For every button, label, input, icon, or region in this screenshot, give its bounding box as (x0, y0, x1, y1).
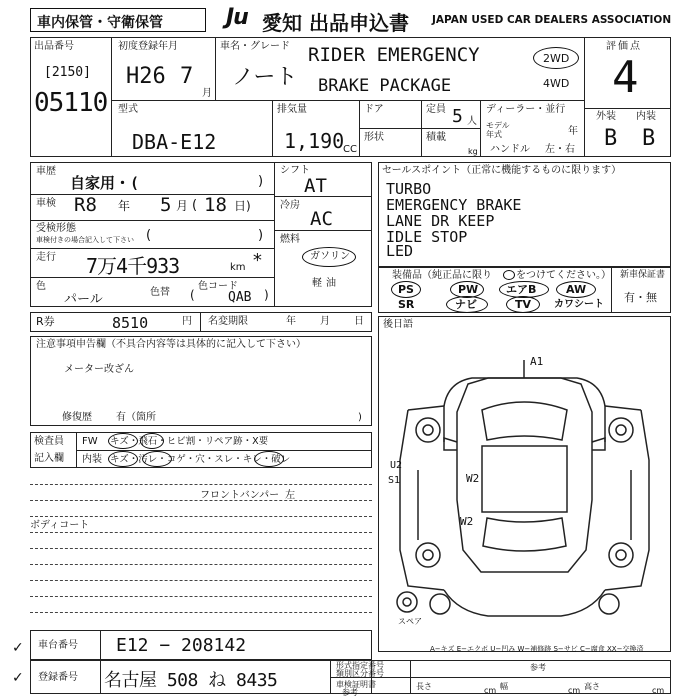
dim-ref: 参考 (530, 663, 546, 672)
drive-2wd: 2WD (543, 52, 570, 65)
diagram-mark-w2a: W2 (466, 472, 480, 485)
name-change-month: 月 (320, 316, 330, 327)
displacement-unit: CC (343, 144, 357, 155)
fuel-diesel: 軽油 (312, 278, 340, 289)
car-grade-line2: BRAKE PACKAGE (318, 76, 452, 96)
model-year-unit: 年 (568, 126, 578, 137)
aircon-value: AC (310, 208, 333, 230)
ju-logo: Ju (226, 5, 248, 30)
recycle-unit: 円 (182, 316, 192, 327)
lot-number: 05110 (34, 88, 108, 118)
diagram-mark-w2b: W2 (460, 515, 474, 528)
inspector-row2-head: 内装 (82, 454, 102, 465)
inspection-year-unit: 年 (118, 199, 131, 213)
inspector-row1-head: FW (82, 436, 98, 447)
load-label: 積載 (426, 132, 446, 143)
fuel-gasoline: ガソリン (310, 251, 350, 262)
inspection-month: 5 (160, 194, 172, 216)
load-unit: kg (468, 147, 478, 156)
dim-label-2: 類別区分番号 (336, 669, 384, 678)
inspection-day: 18 (204, 194, 227, 216)
association-name: JAPAN USED CAR DEALERS ASSOCIATION (432, 14, 672, 26)
dim-width: 幅 (500, 682, 508, 691)
recycle-value: 8510 (112, 314, 149, 332)
inspection-day-unit: 日) (234, 199, 251, 213)
dim-width-unit: cm (568, 686, 581, 695)
color-label: 色 (36, 281, 46, 292)
model-value: DBA-E12 (132, 130, 217, 154)
handle-options: 左・右 (545, 144, 575, 155)
capacity-value: 5 (452, 106, 463, 127)
selling-point-item: TURBO (386, 180, 432, 198)
modification-close: ) (258, 228, 264, 243)
plate-label: 登録番号 (38, 672, 78, 683)
selling-point-item: LED (386, 242, 414, 260)
inspector-circle-3 (108, 451, 138, 467)
equip-ps: PS (398, 283, 414, 296)
registration-label: 初度登録年月 (118, 41, 178, 52)
inspector-memo-2: ボディコート (30, 520, 90, 531)
inspector-circle-1 (108, 433, 138, 449)
car-grade-line1: RIDER EMERGENCY (308, 44, 480, 66)
model-year-label: モデル (486, 121, 510, 130)
modification-open: ( (146, 228, 152, 243)
car-name-value: ノート (232, 65, 298, 90)
recycle-label: R券 (36, 315, 55, 328)
notes-handwritten: メーター改ざん (64, 364, 134, 375)
selling-points-label: セールスポイント（正常に機能するものに限ります） (382, 165, 622, 176)
plate-value: 名古屋 508 ね 8435 (104, 670, 278, 691)
equipment-label: 装備品（純正品に限り (392, 270, 492, 281)
mileage-unit: km (230, 262, 246, 273)
inspection-label: 車検 (36, 198, 56, 209)
color-code-value: QAB (228, 290, 252, 305)
lot-label: 出品番号 (34, 41, 74, 52)
inspection-month-unit: 月 (176, 199, 189, 213)
inspector-circle-5 (254, 451, 284, 467)
fuel-label: 燃料 (280, 234, 300, 245)
dim-label-3: 車検証明書 (336, 680, 376, 689)
history-value: 自家用・( (70, 174, 140, 192)
warranty-options: 有・無 (624, 291, 657, 304)
dim-length-unit: cm (484, 686, 497, 695)
color-change-label: 色替 (150, 287, 170, 298)
selling-points-list (386, 180, 522, 260)
equipment-example-circle (503, 270, 515, 280)
dim-height-unit: cm (652, 686, 665, 695)
repair-close: ) (358, 412, 362, 423)
spare-label: スペア (398, 617, 422, 626)
dealer-label: ディーラー・並行 (486, 104, 566, 115)
inspector-memo-1: フロントバンパー 左 (200, 490, 296, 501)
model-year-label2: 年式 (486, 130, 502, 139)
shift-value: AT (304, 175, 327, 197)
chassis-label: 車台番号 (38, 640, 78, 651)
notes-label: 注意事項申告欄（不具合内容等は具体的に記入して下さい） (36, 339, 306, 350)
aircon-label: 冷房 (280, 200, 300, 211)
dim-length: 長さ (416, 682, 432, 691)
mileage-mark: * (252, 250, 263, 271)
car-name-label: 車名・グレード (220, 41, 290, 52)
diagram-mark-s1: S1 (388, 475, 401, 486)
equip-pw: PW (458, 283, 479, 296)
diagram-mark-u2: U2 (390, 460, 403, 471)
history-label: 車歴 (36, 166, 56, 177)
inspection-era: R8 (74, 194, 97, 216)
displacement-label: 排気量 (277, 104, 307, 115)
name-change-year: 年 (286, 316, 296, 327)
storage-badge (30, 8, 206, 32)
drive-4wd: 4WD (543, 77, 570, 90)
equip-airbag: エアB (506, 283, 537, 296)
registration-year: H26 (126, 64, 166, 89)
form-title: 愛知 出品申込書 (262, 11, 409, 35)
history-close: ) (258, 174, 264, 189)
dim-height: 高さ (584, 682, 600, 691)
equip-navi: ナビ (455, 298, 477, 311)
diagram-label: 後日語 (383, 319, 413, 330)
shape-label: 形状 (364, 132, 384, 143)
repair-label: 修復歴 (62, 412, 92, 423)
registration-month: 7 (180, 64, 194, 89)
inspector-circle-4 (142, 451, 172, 467)
model-label: 型式 (118, 104, 138, 115)
inspector-row1: キズ・飛石・ヒビ割・リペア跡・X要 (110, 436, 269, 447)
dim-label-1: 形式指定番号 (336, 661, 384, 670)
color-code-label: 色コード (198, 281, 238, 292)
exterior-grade: B (604, 126, 618, 151)
equip-aw: AW (566, 283, 587, 296)
mileage-value: 7万4千933 (86, 254, 180, 278)
mileage-label: 走行 (36, 252, 56, 263)
equip-tv: TV (515, 298, 532, 311)
check-mark-2: ✓ (12, 670, 24, 686)
dim-label-4: 参考 (342, 688, 358, 697)
storage-badge-text: 車内保管・守衛保管 (37, 15, 163, 31)
inspector-label2: 記入欄 (34, 453, 64, 464)
warranty-label: 新車保証書 (620, 270, 666, 280)
handle-label: ハンドル (490, 144, 530, 155)
equip-leather-seat: カワシート (554, 299, 604, 310)
selling-point-item: IDLE STOP (386, 228, 468, 246)
color-value: パール (64, 292, 103, 307)
shift-label: シフト (280, 165, 310, 176)
score-value: 4 (612, 52, 639, 103)
chassis-value: E12 − 208142 (116, 635, 247, 656)
check-mark-1: ✓ (12, 640, 24, 656)
capacity-label: 定員 (426, 104, 446, 115)
inspector-circle-2 (140, 433, 164, 449)
inspector-label: 検査員 (34, 436, 64, 447)
color-code-close: ) (264, 288, 269, 302)
lot-code: [2150] (44, 65, 91, 80)
interior-label: 内装 (636, 111, 656, 122)
repair-value: 有（箇所 (116, 412, 156, 423)
inspector-row2: キズ・汚レ・コゲ・穴・スレ・キレ・破レ (110, 454, 291, 465)
damage-legend: A−キズ E−エクボ U−凹み W−補修跡 S−サビ C−腐食 XX−交換済 (430, 645, 644, 653)
capacity-unit: 人 (467, 116, 477, 127)
interior-grade: B (642, 126, 656, 151)
inspection-day-open: ( (192, 198, 198, 213)
equipment-note: をつけてください。） (516, 270, 611, 281)
modification-note: 車検付きの場合記入して下さい (36, 236, 134, 244)
modification-label: 受検形態 (36, 223, 76, 234)
displacement-value: 1,190 (284, 129, 345, 153)
car-diagram (378, 350, 671, 630)
name-change-label: 名変期限 (208, 316, 248, 327)
score-label: 評価点 (606, 41, 642, 52)
registration-month-suffix: 月 (202, 88, 212, 99)
name-change-day: 日 (354, 316, 364, 327)
exterior-label: 外装 (596, 111, 616, 122)
diagram-mark-a1: A1 (530, 355, 544, 368)
door-label: ドア (364, 104, 384, 115)
color-code-open: ( (190, 288, 195, 302)
selling-point-item: LANE DR KEEP (386, 212, 495, 230)
equip-sr: SR (398, 298, 415, 311)
selling-point-item: EMERGENCY BRAKE (386, 196, 522, 214)
